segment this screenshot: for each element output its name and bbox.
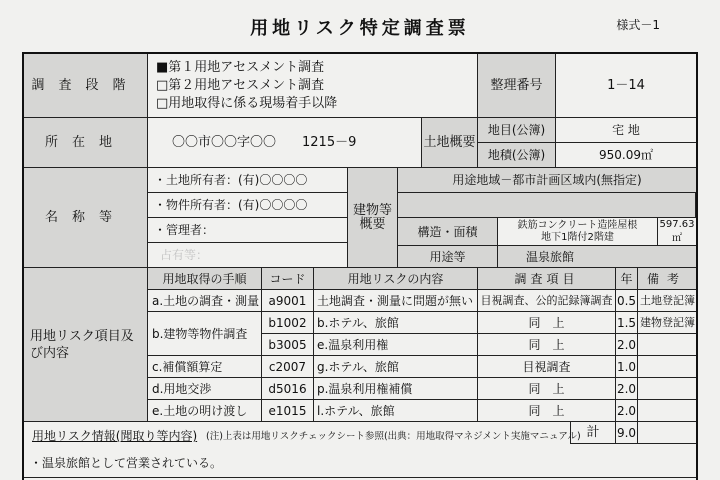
land-area-value: 950.09㎡ <box>556 143 696 168</box>
risk-note <box>638 378 696 400</box>
land-category-label: 地目(公簿) <box>478 118 556 143</box>
risk-year: 0.5 <box>616 290 638 312</box>
land-area-label: 地積(公簿) <box>478 143 556 168</box>
form-number: 様式－1 <box>616 18 660 32</box>
col-header-content: 用地リスクの内容 <box>314 268 478 290</box>
risk-note: 建物登記簿 <box>638 312 696 334</box>
risk-step: b.建物等物件調査 <box>148 312 262 356</box>
risk-code: c2007 <box>262 356 314 378</box>
risk-item: 同 上 <box>478 312 616 334</box>
risk-item: 目視調査、公的記録簿調査 <box>478 290 616 312</box>
risk-note <box>638 334 696 356</box>
risk-code: e1015 <box>262 400 314 422</box>
total-value: 9.0 <box>616 422 638 444</box>
risk-year: 1.0 <box>616 356 638 378</box>
risk-year: 2.0 <box>616 378 638 400</box>
info-line-1: ・温泉旅館として営業されている。 <box>30 456 223 470</box>
risk-content: 土地調査・測量に問題が無い <box>314 290 478 312</box>
stage-options <box>148 54 478 118</box>
floor-area: 597.63㎡ <box>658 218 696 246</box>
col-header-step: 用地取得の手順 <box>148 268 262 290</box>
ref-label: 整理番号 <box>478 54 556 118</box>
info-label: 用地リスク情報(聞取り等内容) <box>32 429 198 443</box>
structure-value <box>498 218 658 246</box>
form-title: 用地リスク特定調査票 <box>250 18 470 39</box>
risk-content: l.ホテル、旅館 <box>314 400 478 422</box>
total-note <box>638 422 696 444</box>
col-header-note: 備考 <box>638 268 696 290</box>
stage-label: 調査段階 <box>24 54 148 118</box>
structure-value-1: 鉄筋コンクリート造陸屋根 <box>517 219 638 231</box>
col-header-year: 年 <box>616 268 638 290</box>
risk-year: 2.0 <box>616 334 638 356</box>
risk-code: b3005 <box>262 334 314 356</box>
zone-blank <box>398 193 696 218</box>
risk-note <box>638 356 696 378</box>
col-header-item: 調査項目 <box>478 268 616 290</box>
total-label: 計 <box>570 422 616 444</box>
risk-year: 1.5 <box>616 312 638 334</box>
use-value: 温泉旅館 <box>498 246 696 268</box>
risk-note: 土地登記簿 <box>638 290 696 312</box>
risk-step: c.補償額算定 <box>148 356 262 378</box>
risk-year: 2.0 <box>616 400 638 422</box>
manager: ・管理者： <box>148 218 348 243</box>
ref-value: 1－14 <box>556 54 696 118</box>
building-label: 建物等概要 <box>348 168 398 268</box>
name-label: 名称等 <box>24 168 148 268</box>
risk-item: 同 上 <box>478 334 616 356</box>
risk-content: b.ホテル、旅館 <box>314 312 478 334</box>
footnote: (注)上表は用地リスクチェックシート参照(出典：用地取得マネジメント実施マニュアル) <box>206 431 581 442</box>
land-category-value: 宅 地 <box>556 118 696 143</box>
structure-value-2: 地下1階付2階建 <box>541 231 614 243</box>
stage-option-3: □用地取得に係る現場着手以降 <box>156 96 338 111</box>
occupant: 占有等： <box>148 243 348 268</box>
risk-step: a.土地の調査・測量 <box>148 290 262 312</box>
col-header-code: コード <box>262 268 314 290</box>
risk-code: b1002 <box>262 312 314 334</box>
risk-item: 目視調査 <box>478 356 616 378</box>
risk-content: p.温泉利用権補償 <box>314 378 478 400</box>
land-label: 土地概要 <box>422 118 478 168</box>
form-table <box>22 52 698 480</box>
risk-note <box>638 400 696 422</box>
risk-content: g.ホテル、旅館 <box>314 356 478 378</box>
structure-label: 構造・面積 <box>398 218 498 246</box>
risk-item: 同 上 <box>478 400 616 422</box>
use-label: 用途等 <box>398 246 498 268</box>
zone: 用途地域－都市計画区域内(無指定) <box>398 168 696 193</box>
risk-label: 用地リスク項目及び内容 <box>24 268 148 422</box>
risk-step: e.土地の明け渡し <box>148 400 262 422</box>
land-owner: ・土地所有者：(有)〇〇〇〇 <box>148 168 348 193</box>
stage-option-1: ■第１用地アセスメント調査 <box>156 60 325 75</box>
risk-step: d.用地交渉 <box>148 378 262 400</box>
risk-content: e.温泉利用権 <box>314 334 478 356</box>
risk-code: d5016 <box>262 378 314 400</box>
location-value: 〇〇市〇〇字〇〇 1215－9 <box>148 118 422 168</box>
risk-code: a9001 <box>262 290 314 312</box>
location-label: 所在地 <box>24 118 148 168</box>
building-owner: ・物件所有者：(有)〇〇〇〇 <box>148 193 348 218</box>
stage-option-2: □第２用地アセスメント調査 <box>156 78 325 93</box>
risk-item: 同 上 <box>478 378 616 400</box>
